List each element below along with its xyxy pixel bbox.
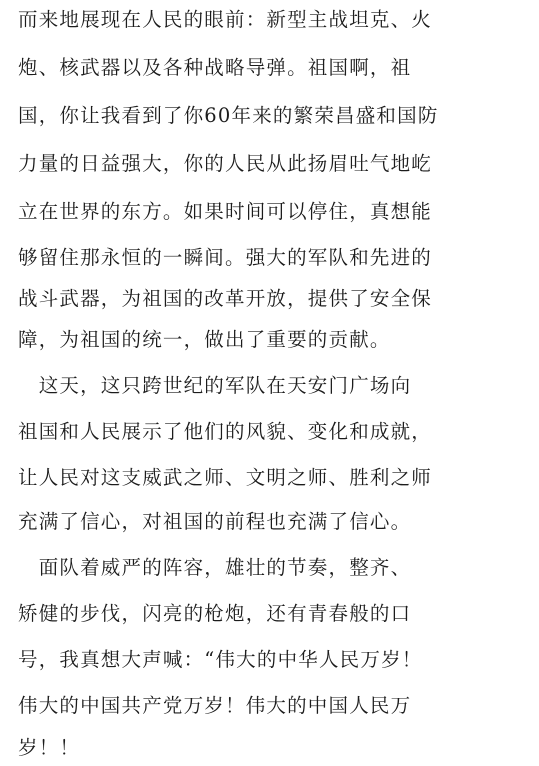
text-line: 号，我真想大声喊：“伟大的中华人民万岁！ [18, 648, 423, 671]
text-line: 立在世界的东方。如果时间可以停住，真想能 [18, 200, 433, 223]
text-line: 炮、核武器以及各种战略导弹。祖国啊，祖 [18, 56, 412, 79]
text-line: 岁！！ [18, 736, 81, 759]
text-line: 够留住那永恒的一瞬间。强大的军队和先进的 [18, 246, 433, 269]
text-line: 祖国和人民展示了他们的风貌、变化和成就， [18, 420, 433, 443]
text-line: 障，为祖国的统一，做出了重要的贡献。 [18, 328, 391, 351]
text-line: 矫健的步伐，闪亮的枪炮，还有青春般的口 [18, 602, 412, 625]
text-line: 伟大的中国共产党万岁！伟大的中国人民万 [18, 694, 412, 717]
text-line: 而来地展现在人民的眼前：新型主战坦克、火 [18, 8, 433, 31]
text-line: 让人民对这支威武之师、文明之师、胜利之师 [18, 466, 433, 489]
paragraph-first-line: 面队着威严的阵容，雄壮的节奏，整齐、 [18, 556, 412, 579]
text-line: 力量的日益强大，你的人民从此扬眉吐气地屹 [18, 152, 433, 175]
text-line: 战斗武器，为祖国的改革开放，提供了安全保 [18, 287, 433, 310]
text-line: 国，你让我看到了你60年来的繁荣昌盛和国防 [18, 104, 439, 127]
paragraph-first-line: 这天，这只跨世纪的军队在天安门广场向 [18, 374, 412, 397]
text-line: 充满了信心，对祖国的前程也充满了信心。 [18, 510, 412, 533]
